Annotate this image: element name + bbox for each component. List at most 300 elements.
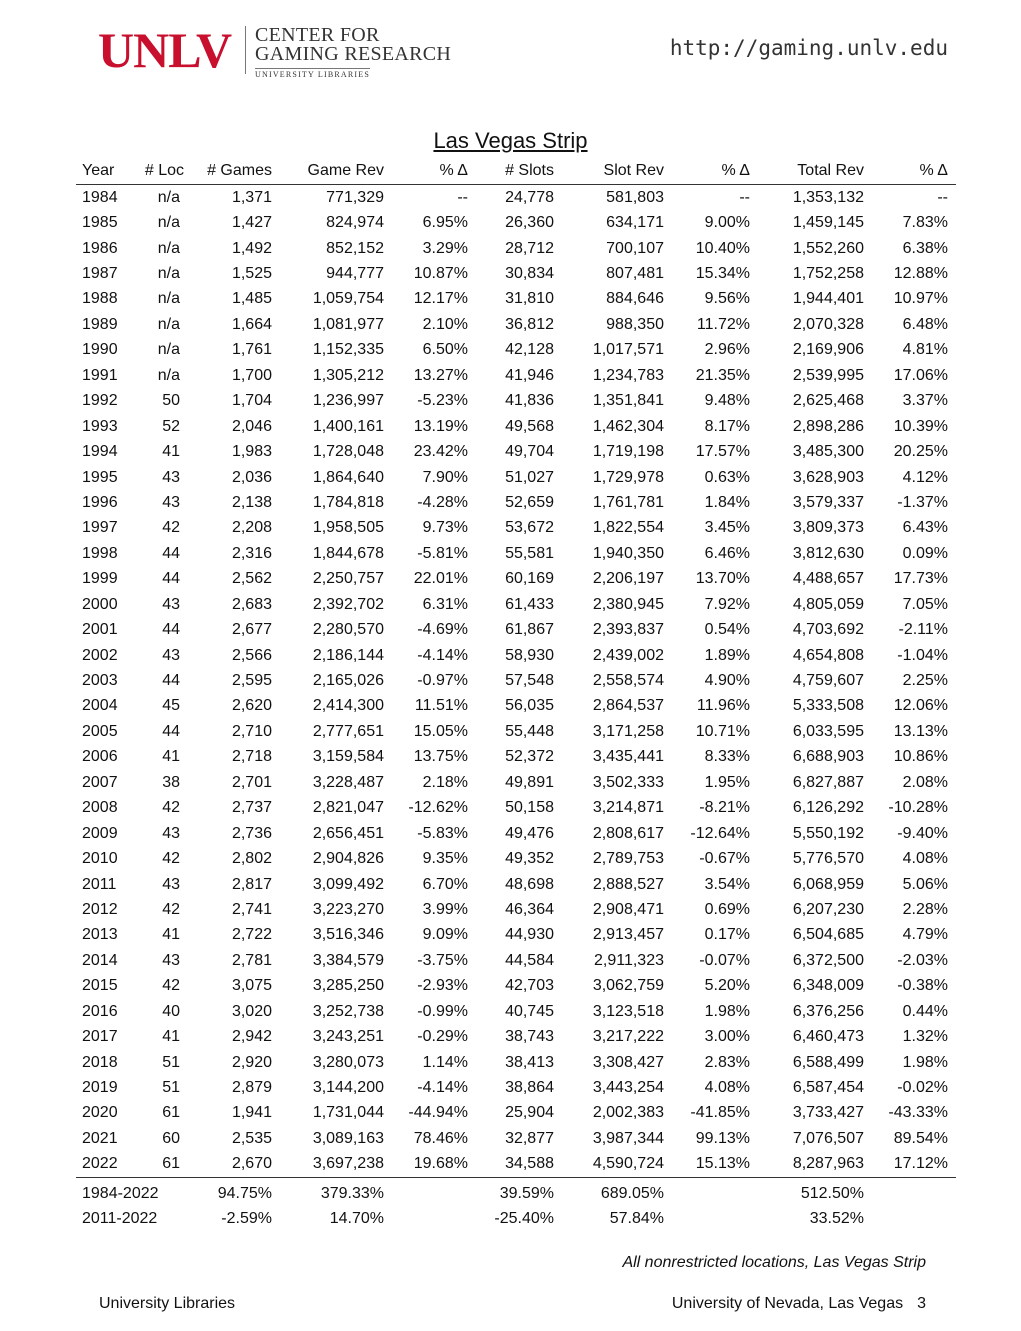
cell-loc: n/a: [157, 239, 180, 257]
cell-game-rev: 1,152,335: [312, 341, 384, 359]
cell-year: 1991: [82, 366, 118, 384]
cell-game-rev: 771,329: [326, 188, 384, 206]
cell-slots: 60,169: [505, 570, 554, 588]
summary-table: [76, 1181, 956, 1232]
cell-slots: 34,588: [476, 1152, 562, 1178]
cell-slots: 57,548: [505, 672, 554, 690]
cell-total-rev: 6,033,595: [792, 722, 864, 740]
page-number: 3: [917, 1295, 926, 1312]
cell-total-rev-change: -0.02%: [897, 1079, 948, 1097]
cell-slot-rev: 1,761,781: [592, 493, 664, 511]
cell-slot-rev-change: 11.96%: [696, 697, 750, 715]
cell-total-rev: 3,628,903: [792, 468, 864, 486]
table-row: [76, 490, 956, 515]
cell-games: 2,722: [231, 926, 272, 944]
table-row: [76, 1050, 956, 1075]
cell-slot-rev-change: 1.84%: [704, 493, 750, 511]
cell-slots: 49,352: [505, 850, 554, 868]
center-logo-text: [255, 26, 451, 82]
cell-games: 2,566: [231, 646, 272, 664]
cell-slot-rev: 4,590,724: [562, 1152, 672, 1178]
cell-total-rev-change: 13.13%: [893, 722, 948, 740]
table-row: [76, 465, 956, 490]
cell-total-rev-change: 17.06%: [893, 366, 948, 384]
table-row: [76, 261, 956, 286]
cell-game-rev-change: -0.29%: [417, 1028, 468, 1046]
cell-loc: 42: [162, 977, 180, 995]
cell-slot-rev: 1,351,841: [592, 392, 664, 410]
cell-slots: 52,659: [505, 493, 554, 511]
cell-game-rev-change: -3.75%: [417, 951, 468, 969]
cell-slot-rev-change: 4.08%: [704, 1079, 750, 1097]
cell-slot-rev: 3,443,254: [592, 1079, 664, 1097]
cell-year: 2007: [82, 773, 118, 791]
cell-game-rev-change: 9.09%: [422, 926, 468, 944]
cell-slots: 26,360: [505, 214, 554, 232]
cell-game-rev-change: 12.17%: [413, 290, 468, 308]
cell-year: 2011: [82, 875, 117, 893]
cell-games: 2,620: [231, 697, 272, 715]
cell-total-rev-change: 7.83%: [902, 214, 948, 232]
cell-game-rev: 2,821,047: [312, 799, 384, 817]
cell-loc: 42: [162, 850, 180, 868]
cell-year: 2012: [82, 900, 118, 918]
footer-left: University Libraries: [99, 1295, 236, 1312]
cell-slots: 56,035: [505, 697, 554, 715]
cell-year: 1998: [82, 544, 118, 562]
cell-total-rev: 6,587,454: [792, 1079, 864, 1097]
cell-slots: 55,448: [505, 722, 554, 740]
cell-loc: 44: [162, 570, 180, 588]
cell-total-rev-change: -10.28%: [888, 799, 948, 817]
cell-total-rev-change: 10.39%: [893, 417, 948, 435]
cell-game-rev: 1,784,818: [312, 493, 384, 511]
cell-loc: n/a: [157, 290, 180, 308]
summary-slot-rev: 57.84%: [609, 1210, 664, 1228]
cell-loc: 43: [162, 595, 180, 613]
cell-slot-rev: 2,002,383: [592, 1104, 664, 1122]
unlv-logo: UNLV: [98, 22, 232, 78]
col-header-slot-rev: Slot Rev: [603, 162, 664, 179]
cell-total-rev: 3,809,373: [792, 519, 864, 537]
cell-slot-rev-change: 15.34%: [695, 265, 750, 283]
cell-slots: 58,930: [505, 646, 554, 664]
table-header-row: [76, 158, 956, 185]
cell-games: 2,046: [231, 417, 272, 435]
cell-total-rev: 7,076,507: [792, 1129, 864, 1147]
cell-year: 2009: [82, 824, 118, 842]
cell-games: 3,020: [231, 1002, 272, 1020]
cell-loc: 41: [162, 748, 180, 766]
col-header-game-rev: Game Rev: [307, 162, 384, 179]
cell-year: 1992: [82, 392, 118, 410]
cell-total-rev-change: 6.38%: [902, 239, 948, 257]
cell-slots: 50,158: [505, 799, 554, 817]
cell-total-rev-change: 17.73%: [893, 570, 948, 588]
cell-slot-rev-change: 17.57%: [695, 443, 750, 461]
cell-slot-rev: 634,171: [606, 214, 664, 232]
table-row: [76, 796, 956, 821]
cell-games: 2,316: [231, 544, 272, 562]
cell-slot-rev-change: 9.56%: [704, 290, 750, 308]
cell-year: 2017: [82, 1028, 118, 1046]
cell-game-rev-change: 9.35%: [422, 850, 468, 868]
cell-games: 2,718: [231, 748, 272, 766]
cell-total-rev: 2,539,995: [792, 366, 864, 384]
table-row: [76, 287, 956, 312]
cell-loc: 41: [162, 1028, 180, 1046]
cell-slots: 42,128: [505, 341, 554, 359]
cell-slot-rev-change: 9.48%: [704, 392, 750, 410]
table-row: [76, 999, 956, 1024]
cell-total-rev-change: 2.25%: [902, 672, 948, 690]
cell-game-rev-change: -44.94%: [408, 1104, 468, 1122]
cell-total-rev: 4,759,607: [792, 672, 864, 690]
cell-year: 2015: [82, 977, 118, 995]
cell-game-rev-change: 3.99%: [422, 900, 468, 918]
summary-games: 94.75%: [217, 1184, 272, 1202]
cell-slot-rev: 1,822,554: [592, 519, 664, 537]
cell-total-rev-change: 0.44%: [902, 1002, 948, 1020]
cell-total-rev: 4,703,692: [792, 621, 864, 639]
cell-slot-rev: 3,435,441: [592, 748, 664, 766]
cell-total-rev-change: 7.05%: [902, 595, 948, 613]
cell-slot-rev: 2,808,617: [592, 824, 664, 842]
cell-slots: 52,372: [505, 748, 554, 766]
cell-game-rev: 1,864,640: [312, 468, 384, 486]
cell-year: 1996: [82, 493, 118, 511]
cell-loc: n/a: [157, 315, 180, 333]
cell-year: 1993: [82, 417, 118, 435]
cell-total-rev-change: 2.08%: [902, 773, 948, 791]
cell-loc: 42: [162, 519, 180, 537]
cell-total-rev-change: 4.08%: [902, 850, 948, 868]
cell-game-rev: 944,777: [326, 265, 384, 283]
cell-games: 2,920: [231, 1053, 272, 1071]
cell-total-rev: 6,688,903: [792, 748, 864, 766]
summary-label: 2011-2022: [82, 1210, 158, 1228]
cell-year: 2020: [82, 1104, 118, 1122]
cell-loc: 44: [162, 722, 180, 740]
cell-total-rev-change: 4.81%: [902, 341, 948, 359]
cell-game-rev-change: 6.31%: [422, 595, 468, 613]
cell-game-rev: 3,384,579: [312, 951, 384, 969]
cell-slot-rev: 3,987,344: [592, 1129, 664, 1147]
cell-total-rev-change: 20.25%: [893, 443, 948, 461]
summary-games: -2.59%: [221, 1210, 272, 1228]
cell-year: 1995: [82, 468, 118, 486]
cell-slot-rev-change: -41.85%: [690, 1104, 750, 1122]
cell-slots: 53,672: [505, 519, 554, 537]
col-header-loc: # Loc: [144, 162, 184, 179]
cell-game-rev-change: 13.27%: [413, 366, 468, 384]
cell-game-rev: 3,144,200: [312, 1079, 384, 1097]
cell-total-rev-change: 3.37%: [902, 392, 948, 410]
cell-slots: 49,891: [505, 773, 554, 791]
cell-total-rev-change: 5.06%: [902, 875, 948, 893]
logo-line-2: GAMING RESEARCH: [255, 43, 452, 65]
cell-game-rev: 2,165,026: [312, 672, 384, 690]
cell-loc: 44: [162, 621, 180, 639]
cell-game-rev: 1,305,212: [312, 366, 384, 384]
cell-game-rev: 1,728,048: [312, 443, 384, 461]
table-row: [76, 719, 956, 744]
cell-game-rev: 1,844,678: [312, 544, 384, 562]
cell-game-rev: 1,236,997: [312, 392, 384, 410]
site-url[interactable]: http://gaming.unlv.edu: [669, 36, 948, 60]
cell-games: 2,677: [231, 621, 272, 639]
cell-total-rev: 3,579,337: [792, 493, 864, 511]
cell-game-rev-change: 9.73%: [422, 519, 468, 537]
cell-total-rev: 1,552,260: [792, 239, 864, 257]
cell-total-rev-change: 10.97%: [893, 290, 948, 308]
cell-year: 2019: [82, 1079, 118, 1097]
table-row: [76, 846, 956, 871]
summary-game-rev: 14.70%: [329, 1210, 384, 1228]
cell-year: 2021: [82, 1129, 118, 1147]
cell-slots: 51,027: [505, 468, 554, 486]
cell-loc: 43: [162, 875, 180, 893]
cell-total-rev-change: 1.98%: [902, 1053, 948, 1071]
cell-game-rev: 2,392,702: [312, 595, 384, 613]
cell-total-rev-change: 6.43%: [902, 519, 948, 537]
cell-game-rev-change: 6.95%: [422, 214, 468, 232]
cell-games: 2,036: [231, 468, 272, 486]
table-row: [76, 210, 956, 235]
cell-slots: 41,836: [505, 392, 554, 410]
table-row: [76, 770, 956, 795]
cell-slots: 28,712: [505, 239, 554, 257]
cell-slot-rev: 2,913,457: [592, 926, 664, 944]
cell-games: 2,535: [231, 1129, 272, 1147]
cell-slot-rev: 3,217,222: [592, 1028, 664, 1046]
cell-year: 2003: [82, 672, 118, 690]
cell-game-rev-change: -4.14%: [417, 646, 468, 664]
cell-total-rev: 6,827,887: [792, 773, 864, 791]
table-row: [76, 439, 956, 464]
logo-line-3: UNIVERSITY LIBRARIES: [255, 70, 371, 79]
cell-slot-rev-change: 3.54%: [704, 875, 750, 893]
cell-year: 1997: [82, 519, 118, 537]
cell-game-rev: 2,186,144: [312, 646, 384, 664]
cell-games: 2,781: [231, 951, 272, 969]
page-header: [98, 22, 948, 80]
cell-total-rev: 1,459,145: [792, 214, 864, 232]
table-row: [76, 567, 956, 592]
cell-slot-rev-change: 15.13%: [672, 1152, 758, 1178]
table-row: [76, 541, 956, 566]
cell-slot-rev: 2,789,753: [592, 850, 664, 868]
footer-right: [672, 1295, 926, 1313]
cell-games: 2,737: [231, 799, 272, 817]
cell-total-rev-change: 0.09%: [902, 544, 948, 562]
table-row: [76, 1024, 956, 1049]
cell-slot-rev-change: 3.00%: [704, 1028, 750, 1046]
cell-total-rev-change: 10.86%: [893, 748, 948, 766]
cell-games: 2,562: [231, 570, 272, 588]
cell-games: 2,595: [231, 672, 272, 690]
cell-total-rev: 1,944,401: [792, 290, 864, 308]
cell-game-rev-change: -5.83%: [417, 824, 468, 842]
table-row: [76, 1075, 956, 1100]
cell-loc: 42: [162, 900, 180, 918]
cell-slot-rev-change: 6.46%: [704, 544, 750, 562]
cell-game-rev: 3,285,250: [312, 977, 384, 995]
cell-slot-rev-change: --: [739, 188, 750, 206]
cell-total-rev-change: 89.54%: [893, 1129, 948, 1147]
table-row: [76, 948, 956, 973]
cell-slots: 32,877: [505, 1129, 554, 1147]
cell-games: 2,802: [231, 850, 272, 868]
cell-game-rev-change: -4.28%: [417, 493, 468, 511]
cell-slot-rev: 2,439,002: [592, 646, 664, 664]
cell-year: 2022: [76, 1152, 140, 1178]
table-row: [76, 821, 956, 846]
cell-slots: 44,584: [505, 951, 554, 969]
cell-total-rev: 5,333,508: [792, 697, 864, 715]
cell-total-rev: 4,654,808: [792, 646, 864, 664]
cell-slot-rev: 2,908,471: [592, 900, 664, 918]
cell-slot-rev-change: 9.00%: [704, 214, 750, 232]
table-row: [76, 923, 956, 948]
cell-total-rev-change: -2.11%: [898, 621, 948, 639]
cell-games: 1,941: [231, 1104, 272, 1122]
cell-game-rev: 1,081,977: [312, 315, 384, 333]
cell-total-rev-change: 17.12%: [872, 1152, 956, 1178]
cell-year: 1987: [82, 265, 118, 283]
logo-divider: [245, 26, 246, 74]
cell-total-rev: 2,070,328: [792, 315, 864, 333]
cell-total-rev: 5,776,570: [792, 850, 864, 868]
cell-slot-rev: 884,646: [606, 290, 664, 308]
cell-slot-rev: 1,017,571: [592, 341, 664, 359]
cell-game-rev: 3,280,073: [312, 1053, 384, 1071]
table-row: [76, 185, 956, 211]
cell-game-rev-change: 15.05%: [413, 722, 468, 740]
cell-total-rev-change: -43.33%: [888, 1104, 948, 1122]
col-header-year: Year: [82, 162, 115, 179]
cell-loc: 43: [162, 646, 180, 664]
cell-loc: 61: [140, 1152, 192, 1178]
cell-slot-rev: 2,393,837: [592, 621, 664, 639]
col-header-total-rev: Total Rev: [797, 162, 864, 179]
cell-games: 2,683: [231, 595, 272, 613]
cell-games: 2,736: [231, 824, 272, 842]
cell-slot-rev-change: 99.13%: [695, 1129, 750, 1147]
table-row: [76, 1101, 956, 1126]
table-title: Las Vegas Strip: [433, 128, 588, 153]
cell-games: 2,701: [231, 773, 272, 791]
cell-total-rev-change: -0.38%: [897, 977, 948, 995]
cell-slot-rev-change: 21.35%: [695, 366, 750, 384]
cell-game-rev-change: -0.99%: [417, 1002, 468, 1020]
cell-game-rev-change: 1.14%: [422, 1053, 468, 1071]
cell-slot-rev-change: 4.90%: [704, 672, 750, 690]
cell-year: 2013: [82, 926, 118, 944]
cell-total-rev-change: 1.32%: [902, 1028, 948, 1046]
cell-slot-rev-change: -8.21%: [699, 799, 750, 817]
cell-games: 2,817: [231, 875, 272, 893]
cell-year: 1994: [82, 443, 118, 461]
cell-games: 1,485: [231, 290, 272, 308]
cell-slot-rev: 1,719,198: [592, 443, 664, 461]
cell-total-rev-change: -2.03%: [897, 951, 948, 969]
cell-year: 2001: [82, 621, 118, 639]
table-row: [76, 974, 956, 999]
cell-total-rev: 4,805,059: [792, 595, 864, 613]
cell-slot-rev-change: 10.71%: [695, 722, 750, 740]
cell-year: 1989: [82, 315, 118, 333]
cell-year: 2000: [82, 595, 118, 613]
cell-slot-rev: 700,107: [606, 239, 664, 257]
cell-slots: 38,864: [505, 1079, 554, 1097]
summary-row: [76, 1181, 956, 1207]
cell-slots: 38,743: [505, 1028, 554, 1046]
cell-slot-rev: 3,308,427: [592, 1053, 664, 1071]
cell-total-rev-change: -9.40%: [897, 824, 948, 842]
cell-slot-rev: 988,350: [606, 315, 664, 333]
cell-slot-rev: 2,380,945: [592, 595, 664, 613]
cell-game-rev-change: 11.51%: [414, 697, 468, 715]
cell-total-rev: 1,353,132: [792, 188, 864, 206]
cell-year: 2004: [82, 697, 118, 715]
table-row: [76, 745, 956, 770]
cell-slot-rev: 3,123,518: [592, 1002, 664, 1020]
cell-year: 2010: [82, 850, 118, 868]
cell-total-rev: 3,485,300: [792, 443, 864, 461]
cell-loc: n/a: [157, 188, 180, 206]
cell-loc: 60: [162, 1129, 180, 1147]
cell-game-rev: 3,697,238: [280, 1152, 392, 1178]
cell-slot-rev-change: -12.64%: [690, 824, 750, 842]
cell-slots: 31,810: [505, 290, 554, 308]
cell-game-rev-change: 78.46%: [413, 1129, 468, 1147]
summary-slot-rev: 689.05%: [600, 1184, 664, 1202]
cell-game-rev: 824,974: [326, 214, 384, 232]
cell-slots: 49,704: [505, 443, 554, 461]
cell-slot-rev: 1,729,978: [592, 468, 664, 486]
cell-game-rev: 852,152: [326, 239, 384, 257]
table-row: [76, 236, 956, 261]
cell-total-rev: 3,812,630: [792, 544, 864, 562]
cell-loc: 43: [162, 824, 180, 842]
summary-slots: -25.40%: [494, 1210, 554, 1228]
cell-year: 1985: [82, 214, 118, 232]
cell-slots: 48,698: [505, 875, 554, 893]
cell-game-rev: 3,159,584: [312, 748, 384, 766]
cell-slots: 46,364: [505, 900, 554, 918]
summary-row: [76, 1207, 956, 1233]
col-header-total-rev-change: % Δ: [919, 162, 948, 179]
cell-slot-rev-change: 3.45%: [704, 519, 750, 537]
cell-slots: 44,930: [505, 926, 554, 944]
cell-slots: 36,812: [505, 315, 554, 333]
revenue-table: [76, 158, 956, 1178]
cell-loc: 43: [162, 468, 180, 486]
cell-total-rev-change: -1.37%: [897, 493, 948, 511]
table-row: [76, 338, 956, 363]
cell-loc: 51: [162, 1079, 180, 1097]
cell-game-rev-change: -12.62%: [408, 799, 468, 817]
table-body: [76, 185, 956, 1178]
cell-total-rev: 6,588,499: [792, 1053, 864, 1071]
cell-year: 2006: [82, 748, 118, 766]
cell-year: 2008: [82, 799, 118, 817]
cell-year: 2005: [82, 722, 118, 740]
cell-slot-rev-change: -0.67%: [699, 850, 750, 868]
table-row: [76, 643, 956, 668]
cell-game-rev: 2,280,570: [312, 621, 384, 639]
